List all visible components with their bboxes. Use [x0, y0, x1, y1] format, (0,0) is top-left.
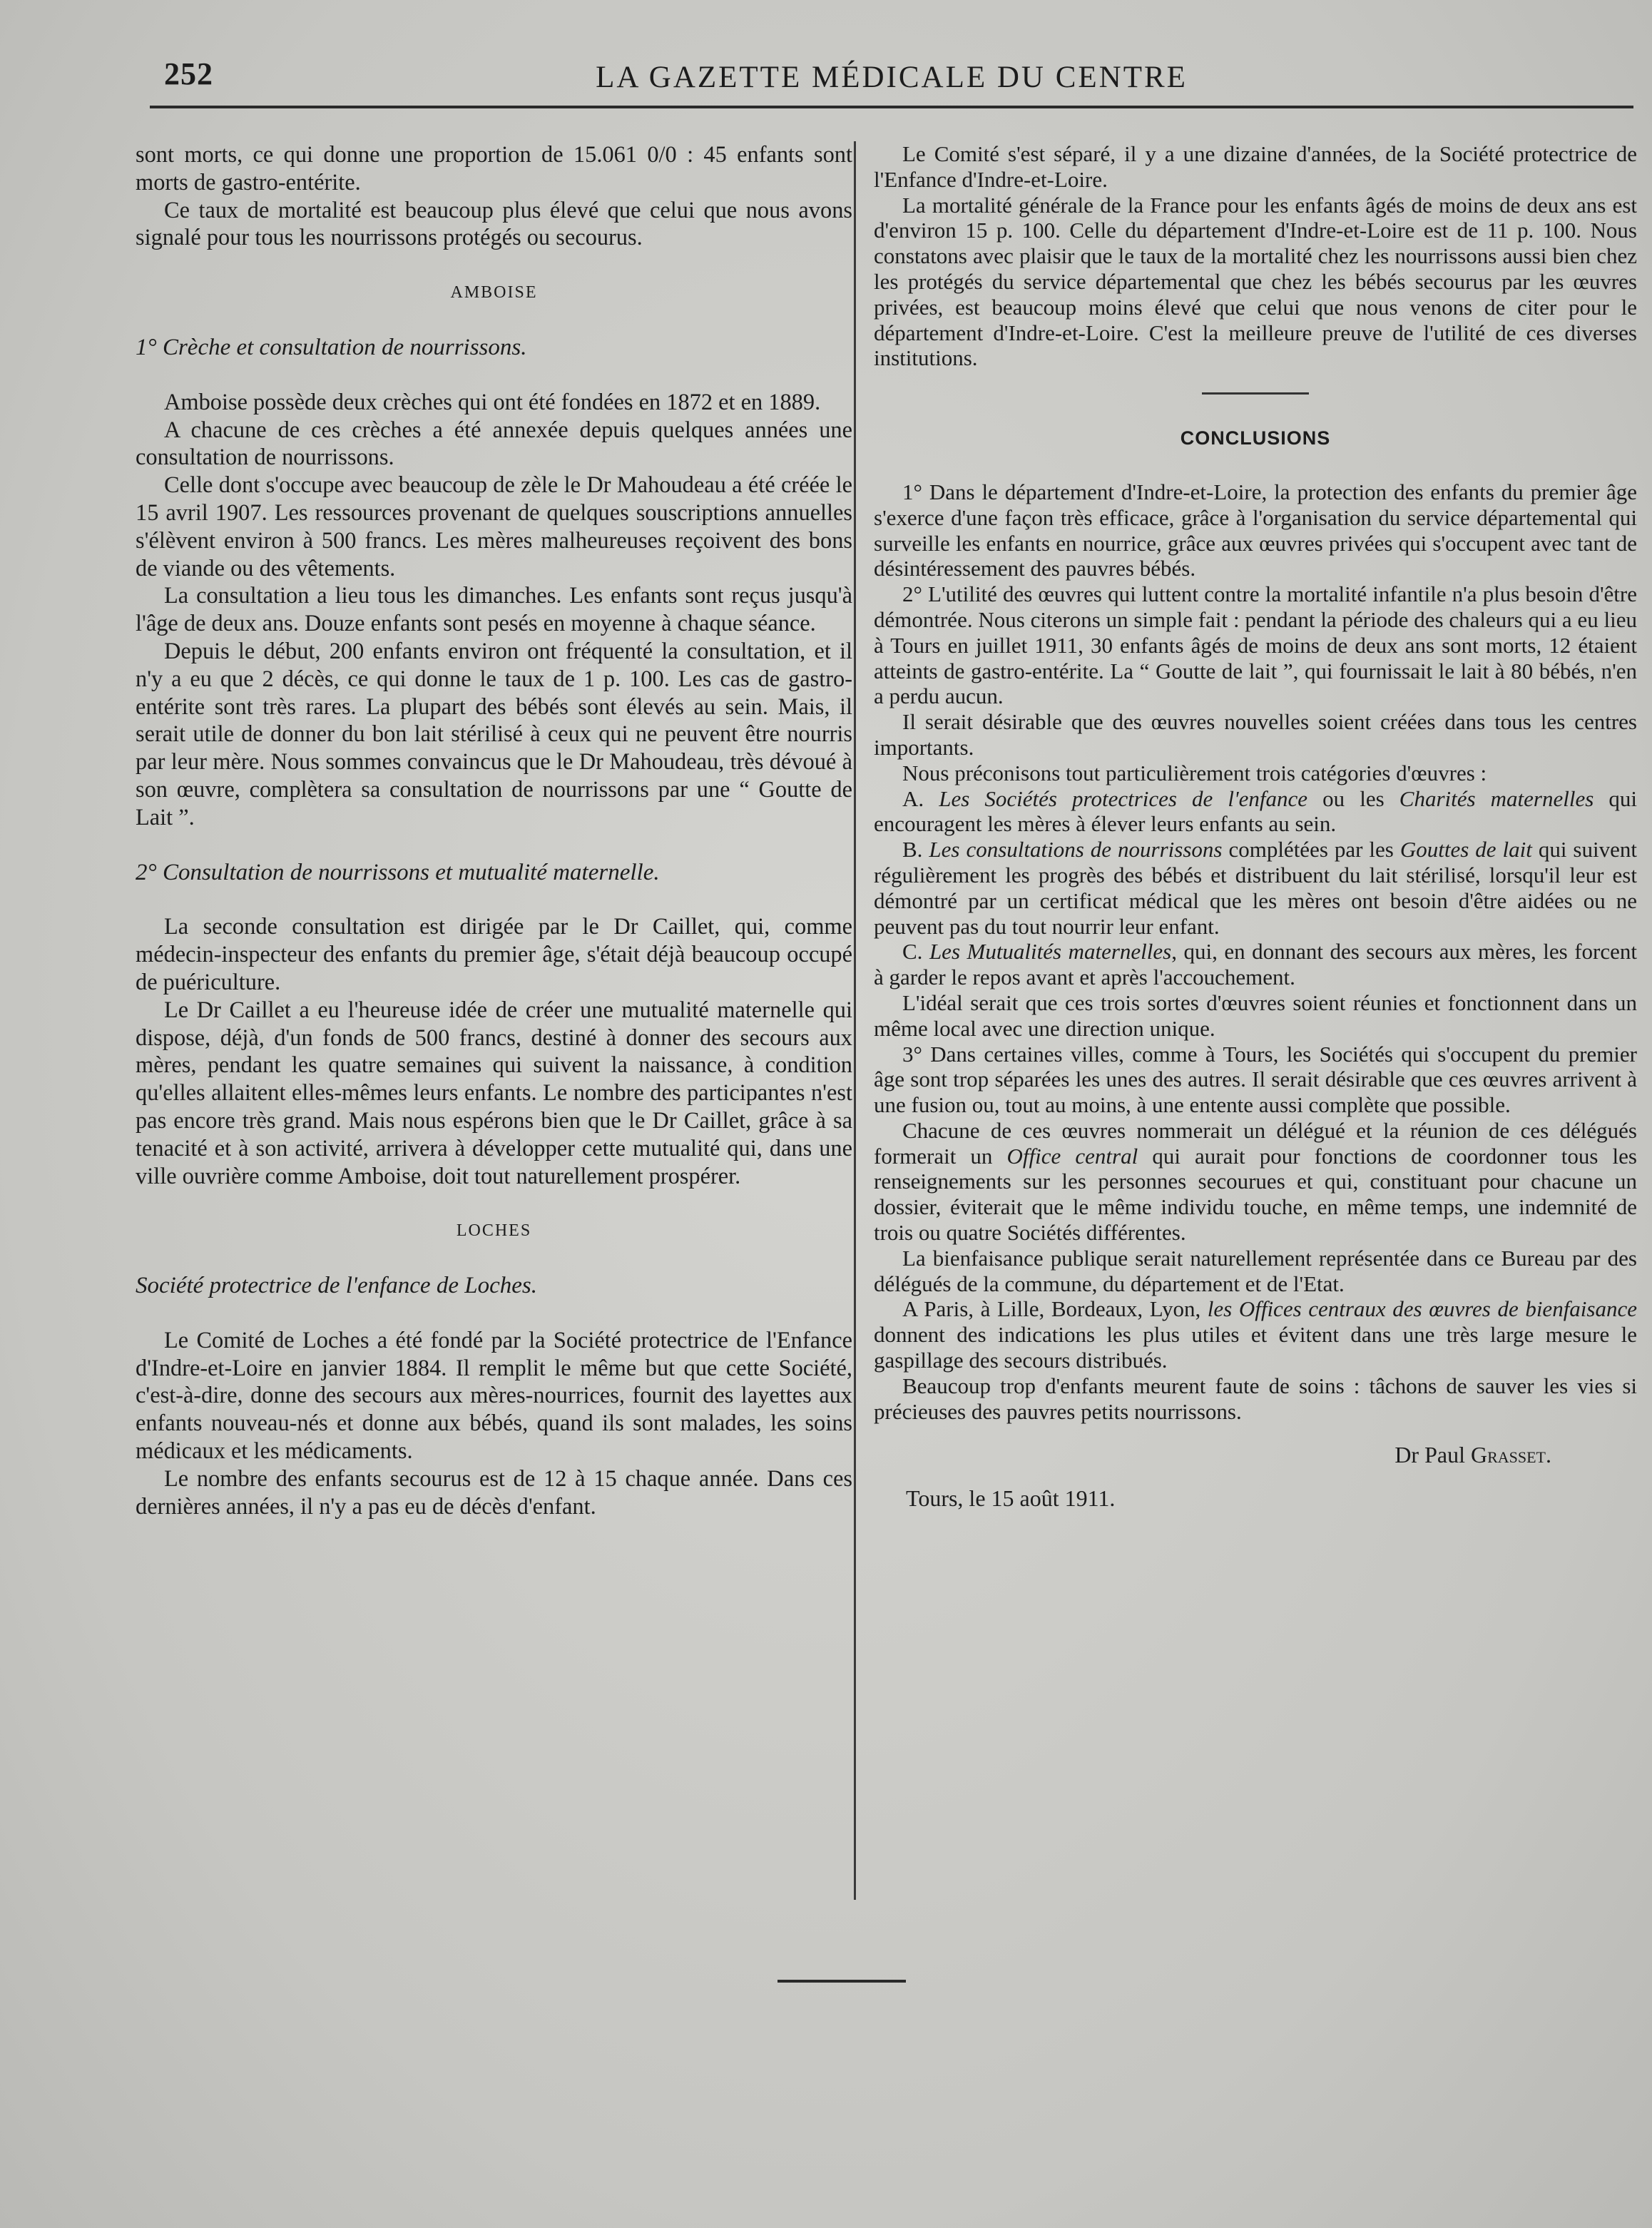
paragraph: Amboise possède deux crèches qui ont été fondées en 1872 et en 1889.: [164, 389, 821, 415]
paragraph: Le nombre des enfants secourus est de 12 à 15 chaque année. Dans ces dernières années, il n'y a pas eu de décès d'enfant.: [136, 1465, 852, 1520]
paragraph: Celle dont s'occupe avec beaucoup de zèle le Dr Mahoudeau a été créée le 15 avril 1907. Les ressources provenant de quelques souscriptions annuelles s'élèvent environ à 500 francs. Les mères malheureuses reçoivent des bons de viande ou des vêtements.: [136, 472, 852, 581]
page-number: 252: [164, 56, 213, 91]
paragraph: [874, 1296, 1637, 1373]
text-run: complétées par les: [1222, 837, 1400, 863]
column-divider: [854, 141, 856, 1900]
italic-text: Les consultations de nourrissons: [929, 837, 1223, 863]
author-name: Grasset: [1470, 1442, 1546, 1468]
place-date: Tours, le 15 août 1911.: [906, 1485, 1116, 1512]
italic-text: les Offices centraux des œuvres de bienfaisance: [1207, 1296, 1638, 1322]
paragraph: L'idéal serait que ces trois sortes d'œuvres soient réunies et fonctionnent dans un même local avec une direction unique.: [874, 990, 1637, 1041]
subsection-heading-societe: Société protectrice de l'enfance de Loches.: [136, 1273, 537, 1299]
paragraph: 3° Dans certaines villes, comme à Tours, les Sociétés qui s'occupent du premier âge sont trop séparées les unes des autres. Il serait désirable que ces œuvres arrivent à une fusion ou, tout au moins, à une entente aussi complète que possible.: [874, 1041, 1637, 1118]
paragraph: La seconde consultation est dirigée par le Dr Caillet, qui, comme médecin-inspecteur des enfants du premier âge, s'était déjà beaucoup occupé de puériculture.: [136, 914, 852, 995]
author-signature: [874, 1441, 1637, 1469]
paragraph: [874, 1118, 1637, 1246]
text-run: qui encouragent les mères à élever leurs enfants au sein.: [874, 785, 1637, 837]
list-marker: B.: [902, 837, 929, 863]
section-heading-amboise: AMBOISE: [450, 283, 538, 302]
paragraph: Nous préconisons tout particulièrement trois catégories d'œuvres :: [902, 760, 1487, 785]
italic-text: Office central: [1006, 1143, 1138, 1169]
subsection-heading-mutualite: 2° Consultation de nourrissons et mutualité maternelle.: [136, 859, 660, 885]
paragraph: Le Dr Caillet a eu l'heureuse idée de créer une mutualité maternelle qui dispose, déjà, d'un fonds de 500 francs, destiné à donner des secours aux mères, pendant les quatre semaines qui suivent la naissance, à condition qu'elles allaitent elles-mêmes leurs enfants. Le nombre des participantes n'est pas encore très grand. Mais nous espérons bien que le Dr Caillet, grâce à sa tenacité et à son activité, arrivera à développer cette mutualité qui, dans une ville ouvrière comme Amboise, doit tout naturellement prospérer.: [136, 997, 852, 1189]
paragraph: 1° Dans le département d'Indre-et-Loire, la protection des enfants du premier âge s'exerce d'une façon très efficace, grâce à l'organisation du service départemental qui surveille les enfants en nourrice, grâce aux œuvres privées qui s'occupent avec tant de désintéressement des pauvres bébés.: [874, 479, 1637, 581]
header-rule: [150, 106, 1633, 108]
italic-text: Gouttes de lait: [1399, 837, 1532, 863]
paragraph: Ce taux de mortalité est beaucoup plus élevé que celui que nous avons signalé pour tous les nourrissons protégés ou secourus.: [136, 197, 852, 251]
text-run: Chacune de ces œuvres nommerait un délégué et la réunion de ces délégués formerait un: [874, 1117, 1637, 1169]
paragraph: 2° L'utilité des œuvres qui luttent contre la mortalité infantile n'a plus besoin d'être démontrée. Nous citerons un simple fait : pendant la période des chaleurs qui a eu lieu à Tours en juillet 1911, 30 enfants âgés de moins de deux ans sont morts, 12 étaient atteints de gastro-entérite. La “ Goutte de lait ”, qui fournissait le lait à 80 bébés, n'en a perdu aucun.: [874, 581, 1637, 709]
text-run: donnent des indications les plus utiles et évitent dans une très large mesure le gaspillage des secours distribués.: [874, 1322, 1637, 1373]
journal-title: LA GAZETTE MÉDICALE DU CENTRE: [596, 61, 1188, 94]
text-run: qui suivent régulièrement les progrès des bébés et distribuent du lait stérilisé, lorsqu'il leur est démontré par un certificat médical que les mères ont besoin d'être aidées ou ne peuvent pas du tout nourrir leur enfant.: [874, 837, 1637, 939]
paragraph: A chacune de ces crèches a été annexée depuis quelques années une consultation de nourrissons.: [136, 417, 852, 471]
italic-text: Charités maternelles: [1399, 785, 1594, 811]
italic-text: Les Sociétés protectrices de l'enfance: [939, 785, 1308, 811]
list-item-a: [874, 786, 1637, 838]
right-column: [874, 141, 1637, 1512]
section-heading-conclusions: CONCLUSIONS: [1180, 427, 1331, 449]
paragraph: La mortalité générale de la France pour les enfants âgés de moins de deux ans est d'environ 15 p. 100. Celle du département d'Indre-et-Loire est de 11 p. 100. Nous constatons avec plaisir que le taux de la mortalité chez les nourrissons aussi bien chez les protégés du service départemental que chez les bébés secourus par les œuvres privées, est beaucoup moins élevé que celui que nous venons de citer pour le département d'Indre-et-Loire. C'est la meilleure preuve de l'utilité de ces diverses institutions.: [874, 192, 1637, 371]
section-rule: [1202, 392, 1309, 395]
page-header: [150, 56, 1633, 106]
list-marker: C.: [902, 939, 929, 965]
paragraph: Le Comité de Loches a été fondé par la Société protectrice de l'Enfance d'Indre-et-Loire en janvier 1884. Il remplit le même but que cette Société, c'est-à-dire, donne des secours aux mères-nourrices, fournit des layettes aux enfants nouveau-nés et donne aux bébés, quand ils sont malades, les soins médicaux et les médicaments.: [136, 1327, 852, 1465]
paragraph: Depuis le début, 200 enfants environ ont fréquenté la consultation, et il n'y a eu que 2 décès, ce qui donne le taux de 1 p. 100. Les cas de gastro-entérite sont très rares. La plupart des bébés sont élevés au sein. Mais, il serait utile de donner du bon lait stérilisé à ceux qui ne peuvent être nourris par leur mère. Nous sommes convaincus que le Dr Mahoudeau, très dévoué à son œuvre, complètera sa consultation de nourrissons par une “ Goutte de Lait ”.: [136, 638, 852, 830]
text-run: Dr Paul: [1394, 1442, 1471, 1468]
paragraph: sont morts, ce qui donne une proportion de 15.061 0/0 : 45 enfants sont morts de gastro-entérite.: [136, 142, 852, 195]
paragraph: La consultation a lieu tous les dimanches. Les enfants sont reçus jusqu'à l'âge de deux ans. Douze enfants sont pesés en moyenne à chaque séance.: [136, 583, 852, 637]
text-run: ou les: [1307, 785, 1399, 811]
text-run: .: [1546, 1442, 1551, 1468]
paragraph: Beaucoup trop d'enfants meurent faute de soins : tâchons de sauver les vies si précieuses des pauvres petits nourrissons.: [874, 1373, 1637, 1424]
text-run: , qui, en donnant des secours aux mères, les forcent à garder le repos avant et après l'accouchement.: [874, 939, 1638, 990]
list-item-c: [874, 939, 1637, 990]
paragraph: Le Comité s'est séparé, il y a une dizaine d'années, de la Société protectrice de l'Enfance d'Indre-et-Loire.: [874, 141, 1637, 192]
list-item-b: [874, 837, 1637, 939]
left-column: [136, 141, 852, 1520]
text-run: A Paris, à Lille, Bordeaux, Lyon,: [902, 1296, 1208, 1322]
list-marker: A.: [902, 785, 939, 811]
text-run: qui aurait pour fonctions de coordonner tous les renseignements sur les personnes secourues et qui, constituant pour chacune un dossier, éviterait que le même individu touche, en même temps, une indemnité de trois ou quatre Sociétés différentes.: [874, 1143, 1637, 1246]
footer-rule: [777, 1980, 906, 1983]
paragraph: Il serait désirable que des œuvres nouvelles soient créées dans tous les centres importants.: [874, 709, 1637, 760]
italic-text: Les Mutualités maternelles: [929, 939, 1172, 965]
subsection-heading-creche: 1° Crèche et consultation de nourrissons.: [136, 334, 527, 360]
paragraph: La bienfaisance publique serait naturellement représentée dans ce Bureau par des délégués de la commune, du département et de l'Etat.: [874, 1245, 1637, 1296]
section-heading-loches: LOCHES: [456, 1221, 532, 1241]
